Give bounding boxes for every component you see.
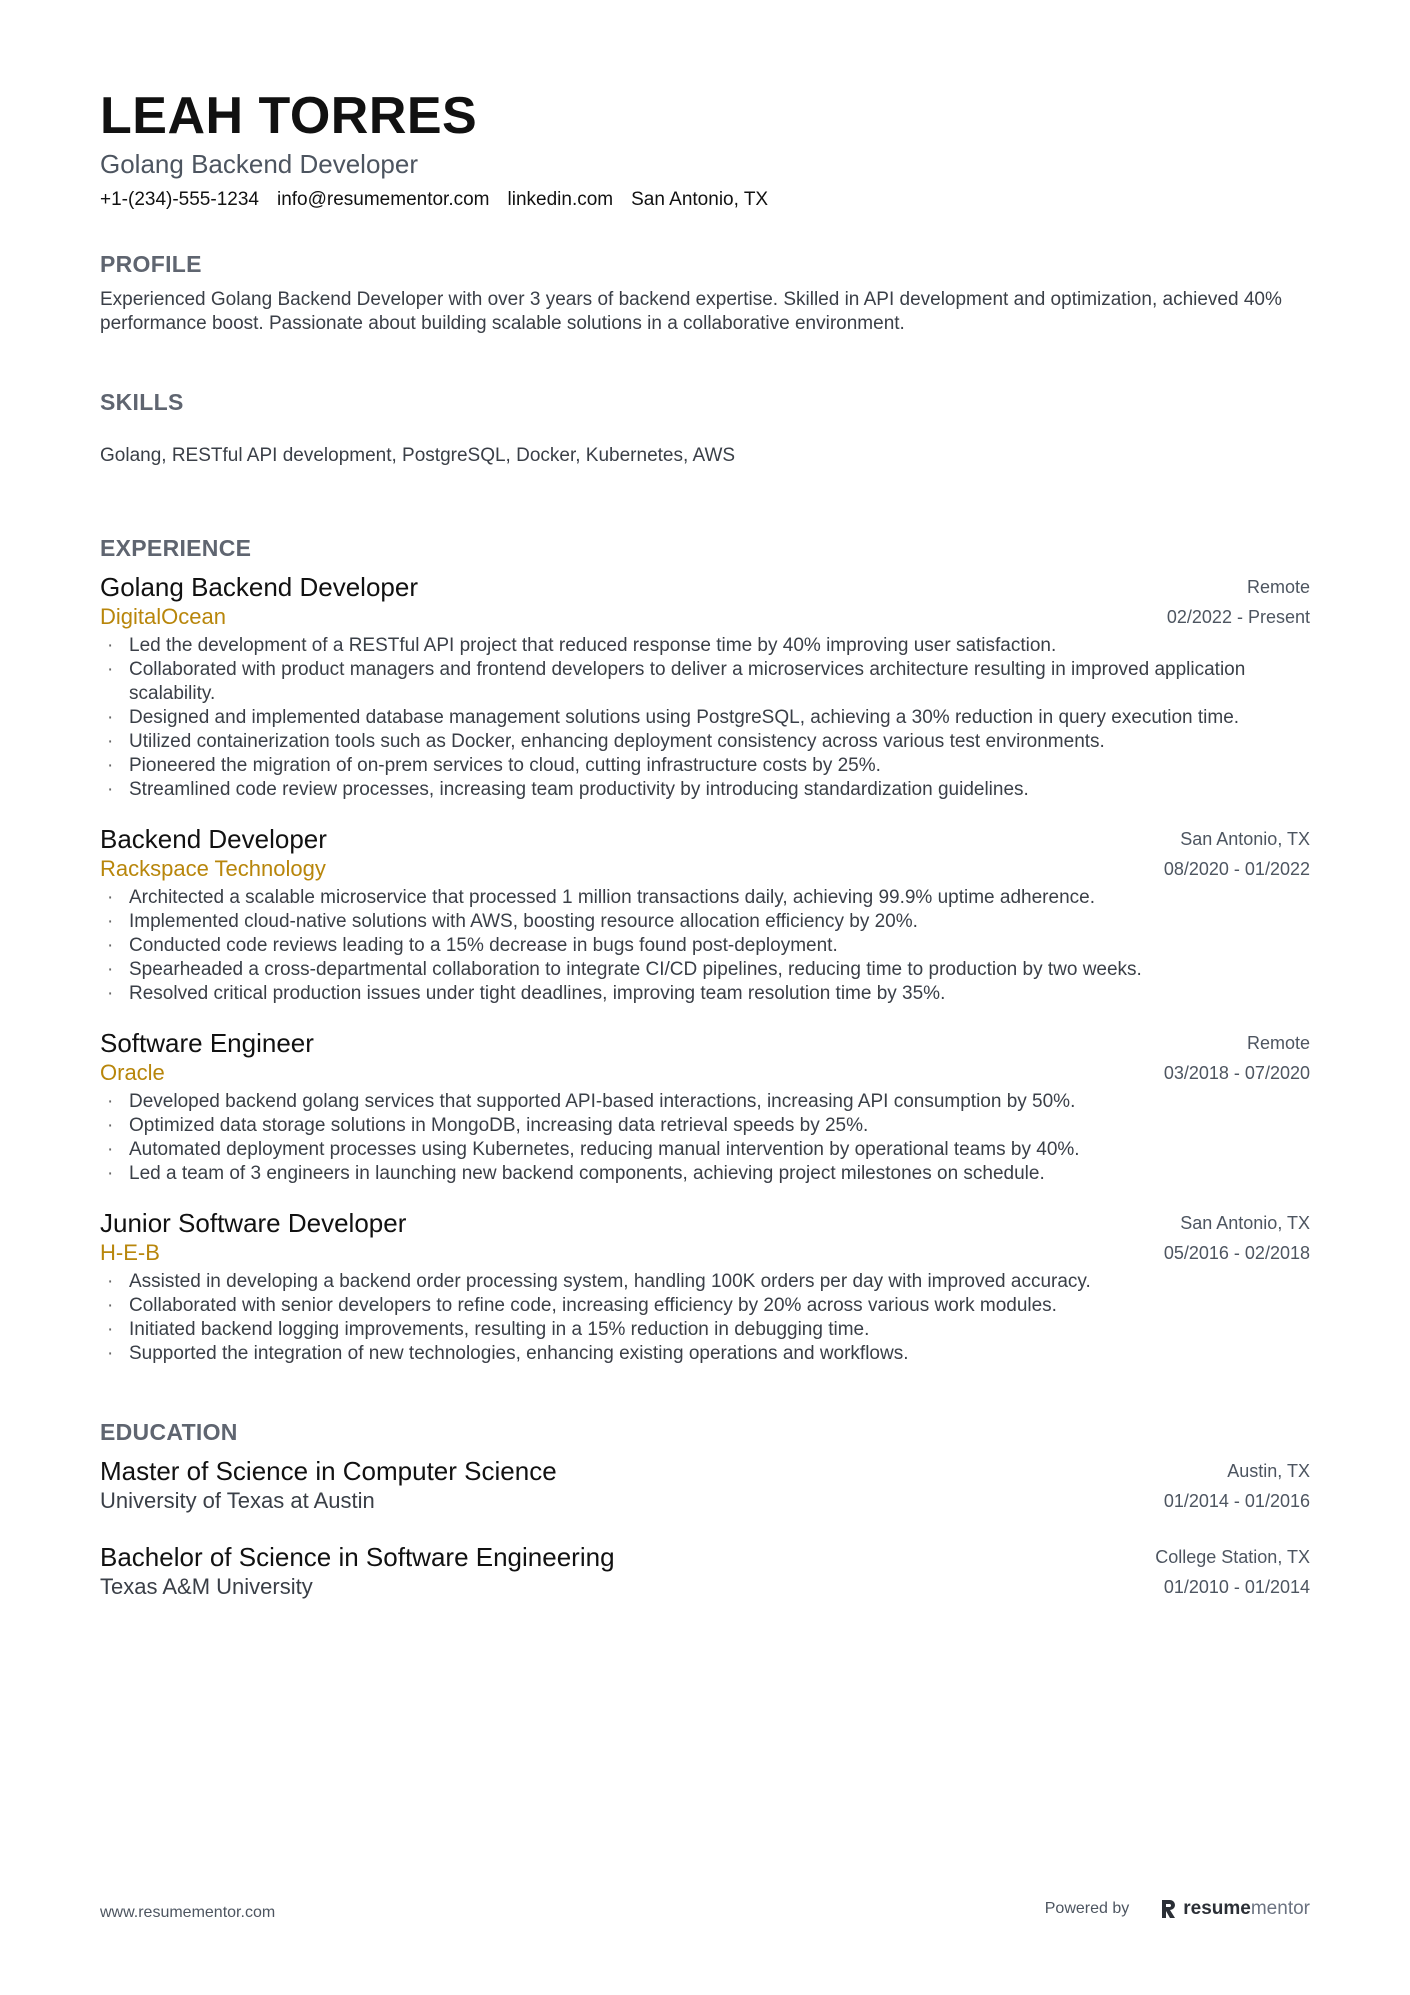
footer-branding <box>1045 1898 1310 1920</box>
bullet-item: · Initiated backend logging improvements, resulting in a 15% reduction in debugging time. <box>100 1318 1310 1342</box>
skills-heading: SKILLS <box>100 389 184 415</box>
bullet-item: · Collaborated with product managers and frontend developers to deliver a microservices architecture resulting in improved application scalability. <box>100 658 1310 706</box>
job-bullets <box>100 634 1310 802</box>
education-entry <box>100 1542 1310 1602</box>
school-name: University of Texas at Austin <box>100 1488 375 1513</box>
bullet-item: · Architected a scalable microservice that processed 1 million transactions daily, achieving 99.9% uptime adherence. <box>100 886 1310 910</box>
school-name: Texas A&M University <box>100 1574 313 1599</box>
job-dates: 03/2018 - 07/2020 <box>1163 1063 1310 1083</box>
bullet-item: · Developed backend golang services that supported API-based interactions, increasing API consumption by 50%. <box>100 1090 1310 1114</box>
contact-row <box>100 188 1310 212</box>
contact-phone: +1-(234)-555-1234 <box>100 189 259 210</box>
school-dates: 01/2014 - 01/2016 <box>1163 1491 1310 1511</box>
bullet-item: · Spearheaded a cross-departmental collaboration to integrate CI/CD pipelines, reducing time to production by two weeks. <box>100 958 1310 982</box>
brand-bold: resume <box>1183 1898 1251 1919</box>
bullet-item: · Automated deployment processes using Kubernetes, reducing manual intervention by operational teams by 40%. <box>100 1138 1310 1162</box>
bullet-item: · Conducted code reviews leading to a 15% decrease in bugs found post-deployment. <box>100 934 1310 958</box>
skills-text: Golang, RESTful API development, PostgreSQL, Docker, Kubernetes, AWS <box>100 445 736 466</box>
bullet-item: · Implemented cloud-native solutions with AWS, boosting resource allocation efficiency by 20%. <box>100 910 1310 934</box>
bullet-item: · Collaborated with senior developers to refine code, increasing efficiency by 20% across various work modules. <box>100 1294 1310 1318</box>
experience-heading: EXPERIENCE <box>100 535 252 561</box>
job-entry <box>100 1208 1310 1366</box>
school-dates: 01/2010 - 01/2014 <box>1163 1577 1310 1597</box>
brand-logo[interactable] <box>1159 1898 1310 1920</box>
brand-light: mentor <box>1250 1898 1310 1919</box>
candidate-name: LEAH TORRES <box>100 87 478 145</box>
job-location: Remote <box>1246 1033 1310 1053</box>
job-location: San Antonio, TX <box>1180 829 1310 849</box>
job-entry <box>100 572 1310 802</box>
bullet-item: · Led a team of 3 engineers in launching new backend components, achieving project milestones on schedule. <box>100 1162 1310 1186</box>
degree-title: Master of Science in Computer Science <box>100 1456 557 1486</box>
job-dates: 08/2020 - 01/2022 <box>1163 859 1310 879</box>
bullet-item: · Utilized containerization tools such as Docker, enhancing deployment consistency across various test environments. <box>100 730 1310 754</box>
school-location: Austin, TX <box>1227 1461 1310 1481</box>
candidate-title: Golang Backend Developer <box>100 149 418 179</box>
bullet-item: · Supported the integration of new technologies, enhancing existing operations and workflows. <box>100 1342 1310 1366</box>
bullet-item: · Resolved critical production issues under tight deadlines, improving team resolution time by 35%. <box>100 982 1310 1006</box>
job-entry <box>100 824 1310 1006</box>
bullet-item: · Optimized data storage solutions in MongoDB, increasing data retrieval speeds by 25%. <box>100 1114 1310 1138</box>
profile-text: Experienced Golang Backend Developer with over 3 years of backend expertise. Skilled in API development and optimization, achieved 40% performance boost. Passionate about building scalable solutions in a collaborative environment. <box>100 289 1282 334</box>
skills-section <box>100 388 1310 468</box>
profile-section <box>100 250 1310 336</box>
profile-heading: PROFILE <box>100 251 202 277</box>
job-company: H-E-B <box>100 1240 160 1265</box>
job-location: Remote <box>1246 577 1310 597</box>
footer-website[interactable]: www.resumementor.com <box>100 1904 276 1921</box>
bullet-item: · Streamlined code review processes, increasing team productivity by introducing standardization guidelines. <box>100 778 1310 802</box>
experience-section <box>100 534 1310 1366</box>
job-company: Rackspace Technology <box>100 856 326 881</box>
job-company: DigitalOcean <box>100 604 226 629</box>
job-title: Golang Backend Developer <box>100 572 418 602</box>
contact-location: San Antonio, TX <box>631 189 769 210</box>
job-entry <box>100 1028 1310 1186</box>
job-bullets <box>100 886 1310 1006</box>
job-location: San Antonio, TX <box>1180 1213 1310 1233</box>
contact-linkedin[interactable]: linkedin.com <box>507 189 614 210</box>
education-heading: EDUCATION <box>100 1419 238 1445</box>
contact-email[interactable]: info@resumementor.com <box>276 189 490 210</box>
bullet-item: · Led the development of a RESTful API project that reduced response time by 40% improving user satisfaction. <box>100 634 1310 658</box>
powered-by-label: Powered by <box>1044 1900 1130 1917</box>
job-title: Junior Software Developer <box>100 1208 407 1238</box>
job-dates: 02/2022 - Present <box>1166 607 1310 627</box>
school-location: College Station, TX <box>1155 1547 1310 1567</box>
job-bullets <box>100 1090 1310 1186</box>
job-company: Oracle <box>100 1060 165 1085</box>
resumementor-logo-icon <box>1159 1898 1177 1920</box>
bullet-item: · Designed and implemented database management solutions using PostgreSQL, achieving a 30% reduction in query execution time. <box>100 706 1310 730</box>
job-title: Backend Developer <box>100 824 327 854</box>
bullet-item: · Assisted in developing a backend order processing system, handling 100K orders per day with improved accuracy. <box>100 1270 1310 1294</box>
job-title: Software Engineer <box>100 1028 314 1058</box>
degree-title: Bachelor of Science in Software Engineering <box>100 1542 615 1572</box>
resume-page <box>100 88 1310 1602</box>
education-entry <box>100 1456 1310 1516</box>
job-bullets <box>100 1270 1310 1366</box>
education-section <box>100 1418 1310 1602</box>
job-dates: 05/2016 - 02/2018 <box>1163 1243 1310 1263</box>
bullet-item: · Pioneered the migration of on-prem services to cloud, cutting infrastructure costs by 25%. <box>100 754 1310 778</box>
